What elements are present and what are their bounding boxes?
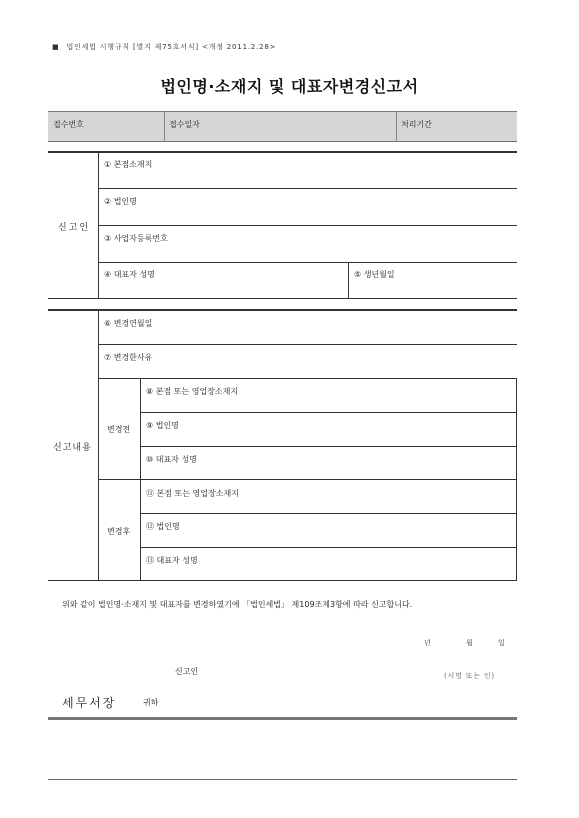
section-top-border — [48, 151, 517, 153]
birth-date-field[interactable]: ⑤ 생년월일 — [354, 270, 395, 279]
document-title: 법인명·소재지 및 대표자변경신고서 — [160, 77, 419, 96]
row-border — [98, 479, 517, 480]
date-day-label: 일 — [498, 639, 506, 647]
after-change-label: 변경후 — [107, 527, 131, 536]
page-bottom-rule — [48, 779, 517, 780]
reporter-section-label: 신고인 — [58, 223, 91, 233]
section-bottom-border — [48, 580, 517, 581]
row-border — [140, 547, 517, 548]
after-corp-name-field[interactable]: ⑫ 법인명 — [146, 522, 180, 531]
corp-name-field[interactable]: ② 법인명 — [104, 197, 137, 206]
row-border — [98, 378, 517, 379]
row-border — [98, 188, 517, 189]
signer-label: 신고인 — [175, 667, 199, 676]
footer-bar — [48, 717, 517, 720]
row-border — [98, 344, 517, 345]
receipt-number-label: 접수번호 — [53, 120, 84, 129]
receipt-box — [48, 111, 517, 142]
section-bottom-border — [48, 298, 517, 299]
receipt-date-cell — [164, 112, 396, 141]
after-address-field[interactable]: ⑪ 본점 또는 영업장소재지 — [146, 489, 239, 498]
form-reference — [52, 42, 276, 52]
business-reg-number-field[interactable]: ③ 사업자등록번호 — [104, 234, 168, 243]
processing-period-label: 처리기간 — [401, 120, 432, 129]
receipt-number-cell — [48, 112, 164, 141]
hq-address-field[interactable]: ① 본점소재지 — [104, 160, 153, 169]
form-reference-text: 법인세법 시행규칙 [별지 제75호서식] <개정 2011.2.28> — [66, 43, 277, 51]
content-section-label: 신고내용 — [53, 443, 92, 453]
row-border — [140, 446, 517, 447]
before-representative-field[interactable]: ⑩ 대표자 성명 — [146, 455, 197, 464]
cell-divider — [348, 262, 349, 298]
change-reason-field[interactable]: ⑦ 변경한사유 — [104, 353, 153, 362]
before-address-field[interactable]: ⑧ 본점 또는 영업장소재지 — [146, 387, 239, 396]
section-top-border — [48, 309, 517, 311]
receipt-date-label: 접수일자 — [169, 120, 200, 129]
after-representative-field[interactable]: ⑬ 대표자 성명 — [146, 556, 198, 565]
row-border — [140, 513, 517, 514]
representative-name-field[interactable]: ④ 대표자 성명 — [104, 270, 155, 279]
row-border — [140, 412, 517, 413]
signature-hint[interactable]: (서명 또는 인) — [444, 672, 495, 680]
tax-office-label: 세무서장 — [62, 696, 117, 710]
honorific-label: 귀하 — [143, 698, 159, 707]
row-border — [98, 262, 517, 263]
bullet-icon: ■ — [52, 43, 60, 51]
section-divider — [98, 310, 99, 580]
before-change-label: 변경전 — [107, 425, 131, 434]
right-border — [516, 378, 517, 580]
declaration-text: 위와 같이 법인명·소재지 및 대표자를 변경하였기에 「법인세법」 제109조제3항에 따라 신고합니다. — [62, 600, 413, 609]
date-year-label: 년 — [424, 639, 432, 647]
change-date-field[interactable]: ⑥ 변경연월일 — [104, 319, 153, 328]
before-corp-name-field[interactable]: ⑨ 법인명 — [146, 421, 179, 430]
date-month-label: 월 — [466, 639, 474, 647]
row-border — [98, 225, 517, 226]
processing-period-cell — [396, 112, 517, 141]
